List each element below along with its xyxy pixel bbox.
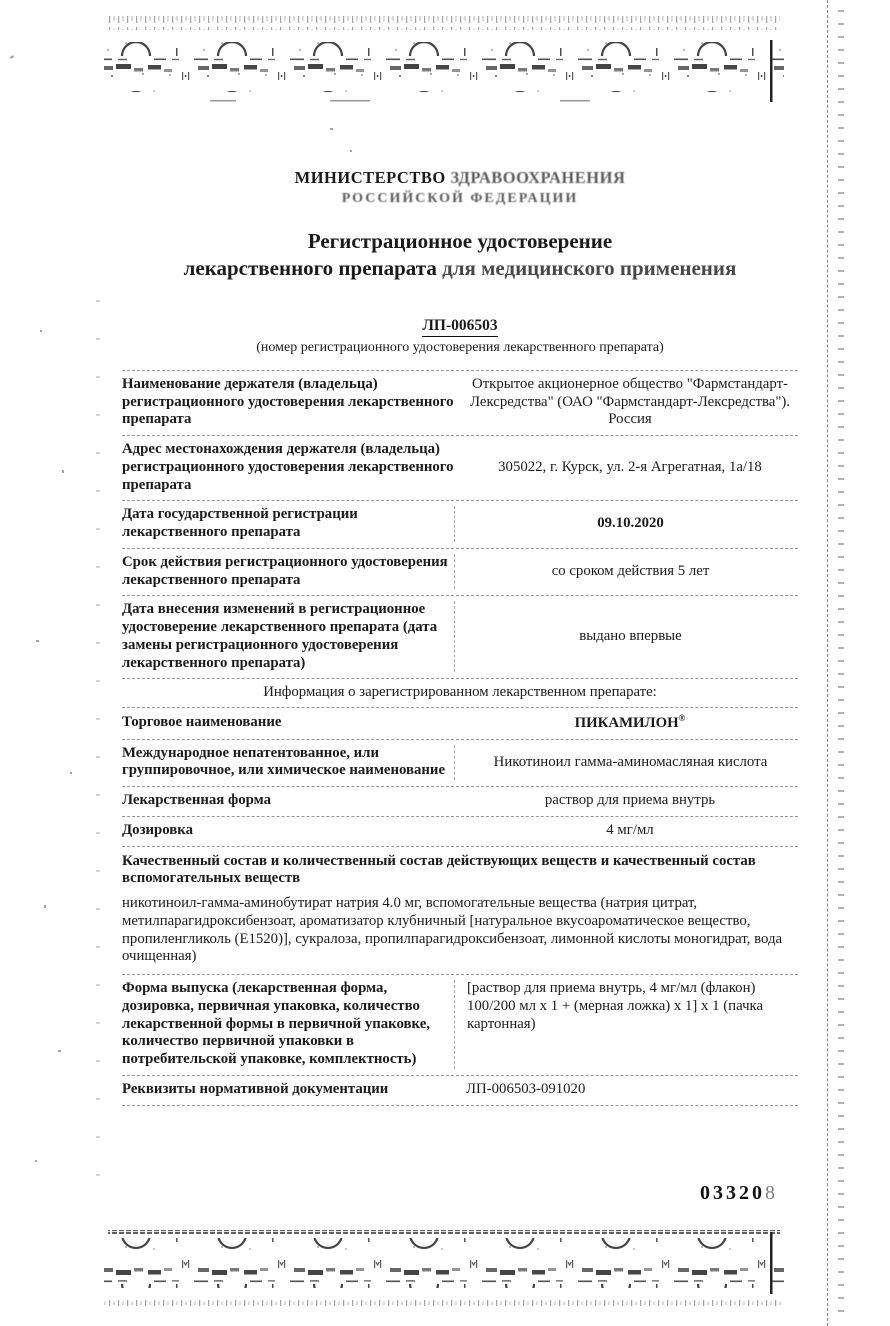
scan-noise (36, 640, 39, 642)
scan-noise (40, 330, 42, 332)
row-dosage-form (122, 786, 798, 816)
serial-digits: 03320 (700, 1182, 765, 1204)
scan-noise (70, 772, 72, 774)
row-value: 305022, г. Курск, ул. 2-я Агрегатная, 1а/18 (498, 458, 762, 475)
scan-noise (330, 128, 333, 130)
document-title-line-2 (122, 255, 798, 282)
row-value: ЛП-006503-091020 (466, 1080, 586, 1097)
row-normative-documentation (122, 1075, 798, 1106)
row-label: Торговое наименование (122, 713, 282, 730)
registration-number: ЛП-006503 (422, 317, 497, 337)
composition-text: никотиноил-гамма-аминобутират натрия 4.0 мг, вспомогательные вещества (натрия цитрат, метилпарагидроксибензоат, ароматизатор клубничный [натуральное вкусоароматическое вещество, пропиленгликоль (Е1520)], сукралоза, пропилпарагидроксибензоат, лимонной кислоты моногидрат, вода очищенная) (122, 895, 783, 965)
composition-heading: Качественный состав и количественный состав действующих веществ и качественный состав вспомогательных веществ (122, 846, 798, 892)
registered-product-info-heading: Информация о зарегистрированном лекарственном препарате: (122, 678, 798, 707)
row-value: выдано впервые (454, 601, 798, 672)
right-margin-dashed-line (827, 0, 828, 1326)
scan-noise (58, 1050, 61, 1052)
scan-noise (350, 150, 352, 152)
form-serial-number (700, 1182, 778, 1205)
row-validity-period (122, 548, 798, 596)
top-decorative-border (0, 12, 890, 112)
scan-noise (44, 905, 46, 908)
ministry-word-2: ЗДРАВООХРАНЕНИЯ (450, 168, 626, 187)
ministry-line-2: РОССИЙСКОЙ ФЕДЕРАЦИИ (341, 191, 579, 206)
row-inn-name (122, 739, 798, 787)
row-value: Никотиноил гамма-аминомасляная кислота (454, 745, 798, 781)
ministry-word-1: МИНИСТЕРСТВО (294, 168, 446, 187)
row-holder-name (122, 370, 798, 435)
trade-name: ПИКАМИЛОН (574, 714, 679, 731)
row-label: Дозировка (122, 821, 194, 838)
right-margin-tick-marks (838, 10, 844, 1316)
row-label: Дата внесения изменений в регистрационное удостоверение лекарственного препарата (дата замены регистрационного удостоверения лекарственного препарата) (122, 601, 438, 671)
row-label: Форма выпуска (лекарственная форма, дозировка, первичная упаковка, количество лекарственной формы в первичной упаковке, количество первичной упаковки в потребительской упаковке, комплектность) (122, 980, 430, 1068)
registration-number-block (122, 317, 798, 356)
row-label: Адрес местонахождения держателя (владельца) регистрационного удостоверения лекарственного препарата (122, 441, 454, 493)
row-trade-name (122, 707, 798, 739)
row-label: Наименование держателя (владельца) регистрационного удостоверения лекарственного препарата (122, 375, 454, 428)
row-label: Лекарственная форма (122, 792, 271, 809)
bottom-decorative-border (0, 1228, 890, 1312)
document-title (122, 228, 798, 282)
serial-last-digit: 8 (765, 1182, 778, 1204)
row-dosage-strength (122, 816, 798, 846)
row-value: раствор для приема внутрь (544, 792, 716, 809)
row-release-form (122, 974, 798, 1075)
ministry-line-1 (122, 168, 798, 188)
row-registration-date (122, 500, 798, 548)
row-value: со сроком действия 5 лет (454, 554, 798, 590)
ministry-heading (122, 168, 798, 207)
row-value (454, 713, 798, 733)
row-value: Открытое акционерное общество "Фармстандарт-Лексредства" (ОАО "Фармстандарт-Лексредства"). Россия (469, 375, 790, 428)
registration-number-caption: (номер регистрационного удостоверения лекарственного препарата) (256, 339, 664, 355)
document-body (122, 168, 798, 1106)
row-holder-address (122, 435, 798, 500)
registered-trademark-symbol: ® (678, 713, 686, 723)
row-label: Дата государственной регистрации лекарственного препарата (122, 506, 358, 540)
document-title-line-2-bold: лекарственного препарата (183, 255, 437, 280)
row-value: [раствор для приема внутрь, 4 мг/мл (флакон) 100/200 мл х 1 + (мерная ложка) х 1] х 1 (пачка картонная) (454, 980, 798, 1069)
row-label: Срок действия регистрационного удостоверения лекарственного препарата (122, 553, 448, 588)
document-title-line-1: Регистрационное удостоверение (307, 229, 613, 253)
row-label: Международное непатентованное, или группировочное, или химическое наименование (122, 744, 446, 779)
scan-noise (35, 1160, 37, 1162)
left-margin-marks (96, 300, 100, 1200)
registry-table (122, 370, 798, 1106)
row-value: 09.10.2020 (454, 506, 798, 542)
scan-noise (62, 470, 64, 473)
document-title-line-2-tail: для медицинского применения (436, 255, 737, 280)
row-value: 4 мг/мл (606, 821, 654, 838)
row-amendment-date (122, 595, 798, 678)
row-label: Реквизиты нормативной документации (122, 1080, 389, 1097)
